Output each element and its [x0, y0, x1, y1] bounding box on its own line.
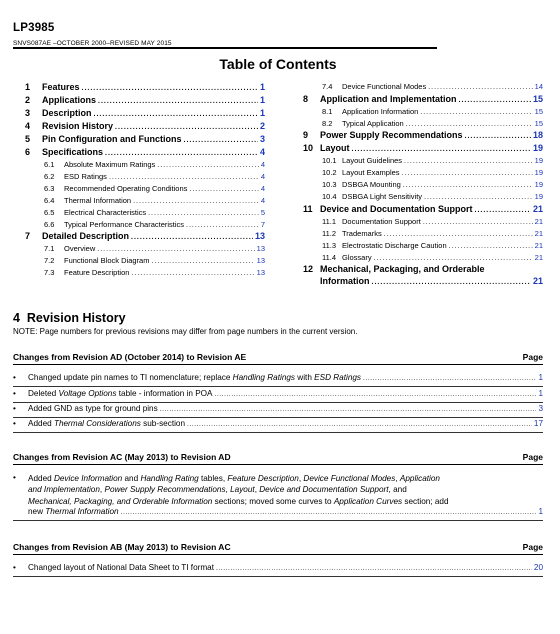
revision-group-header: Changes from Revision AD (October 2014) to Revision AE Page	[13, 352, 543, 362]
revision-item: • Added Thermal Considerations sub-section ..... 17	[13, 419, 543, 428]
document-id-line: SNVS087AE –OCTOBER 2000–REVISED MAY 2015	[13, 40, 172, 47]
toc-subentry[interactable]: 6.5 Electrical Characteristics ..... 5	[44, 208, 265, 217]
toc-entry[interactable]: 8 Application and Implementation ..... 15	[303, 94, 543, 104]
toc-subentry[interactable]: 10.2 Layout Examples ..... 19	[322, 168, 543, 177]
header-rule	[13, 47, 437, 49]
revision-item: • Added GND as type for ground pins ..... 3	[13, 404, 543, 413]
part-number: LP3985	[13, 22, 55, 34]
toc-subentry[interactable]: 7.4 Device Functional Modes ..... 14	[322, 82, 543, 91]
header-rule	[13, 554, 543, 555]
toc-entry[interactable]: 11 Device and Documentation Support ..... 21	[303, 204, 543, 214]
toc-title: Table of Contents	[219, 56, 337, 72]
revision-group-header: Changes from Revision AB (May 2013) to Revision AC Page	[13, 542, 543, 552]
toc-subentry[interactable]: 6.6 Typical Performance Characteristics ..... 7	[44, 220, 265, 229]
toc-subentry[interactable]: 7.2 Functional Block Diagram ..... 13	[44, 256, 265, 265]
toc-subentry[interactable]: 6.3 Recommended Operating Conditions ..... 4	[44, 184, 265, 193]
revision-group-header: Changes from Revision AC (May 2013) to Revision AD Page	[13, 452, 543, 462]
toc-subentry[interactable]: 11.2 Trademarks ..... 21	[322, 229, 543, 238]
toc-entry[interactable]: 4 Revision History ..... 2	[25, 121, 265, 131]
toc-entry[interactable]: 7 Detailed Description ..... 13	[25, 231, 265, 241]
header-rule	[13, 464, 543, 465]
revision-item: • Changed update pin names to TI nomenclature; replace Handling Ratings with ESD Ratings ..... 1	[13, 373, 543, 382]
toc-subentry[interactable]: 11.3 Electrostatic Discharge Caution ..... 21	[322, 241, 543, 250]
toc-entry[interactable]: 2 Applications ..... 1	[25, 95, 265, 105]
toc-entry[interactable]: 9 Power Supply Recommendations ..... 18	[303, 130, 543, 140]
toc-subentry[interactable]: 7.3 Feature Description ..... 13	[44, 268, 265, 277]
toc-subentry[interactable]: 8.1 Application Information ..... 15	[322, 107, 543, 116]
toc-subentry[interactable]: 11.4 Glossary ..... 21	[322, 253, 543, 262]
toc-entry-continuation[interactable]: Information ..... 21	[320, 276, 543, 286]
toc-entry[interactable]: 10 Layout ..... 19	[303, 143, 543, 153]
toc-subentry[interactable]: 6.2 ESD Ratings ..... 4	[44, 172, 265, 181]
toc-entry[interactable]: 1 Features ..... 1	[25, 82, 265, 92]
header-rule	[13, 364, 543, 365]
toc-subentry[interactable]: 6.4 Thermal Information ..... 4	[44, 196, 265, 205]
toc-subentry[interactable]: 8.2 Typical Application ..... 15	[322, 119, 543, 128]
revision-item: • Changed layout of National Data Sheet to TI format ..... 20	[13, 563, 543, 572]
section-title: 4 Revision History	[13, 311, 126, 325]
toc-subentry[interactable]: 10.1 Layout Guidelines ..... 19	[322, 156, 543, 165]
toc-entry[interactable]: 5 Pin Configuration and Functions ..... 3	[25, 134, 265, 144]
revision-item: • Deleted Voltage Options table - information in POA ..... 1	[13, 389, 543, 398]
toc-entry[interactable]: 3 Description ..... 1	[25, 108, 265, 118]
toc-entry[interactable]: 6 Specifications ..... 4	[25, 147, 265, 157]
toc-subentry[interactable]: 6.1 Absolute Maximum Ratings ..... 4	[44, 160, 265, 169]
revision-note: NOTE: Page numbers for previous revisions may differ from page numbers in the current version.	[13, 327, 358, 336]
toc-subentry[interactable]: 10.4 DSBGA Light Sensitivity ..... 19	[322, 192, 543, 201]
toc-subentry[interactable]: 10.3 DSBGA Mounting ..... 19	[322, 180, 543, 189]
toc-subentry[interactable]: 7.1 Overview ..... 13	[44, 244, 265, 253]
revision-item: • Added Device Information and Handling Rating tables, Feature Description, Device Functional Modes, Application and Implementation, Power Supply Recommendations, Layout, Device and Documentation Support, and Mechanical, Packaging, and Orderable Information sections; moved some curves to Application Curves section; add new Thermal Information ..... 1	[13, 473, 543, 516]
toc-entry[interactable]: 12 Mechanical, Packaging, and Orderable	[303, 264, 485, 274]
toc-subentry[interactable]: 11.1 Documentation Support ..... 21	[322, 217, 543, 226]
